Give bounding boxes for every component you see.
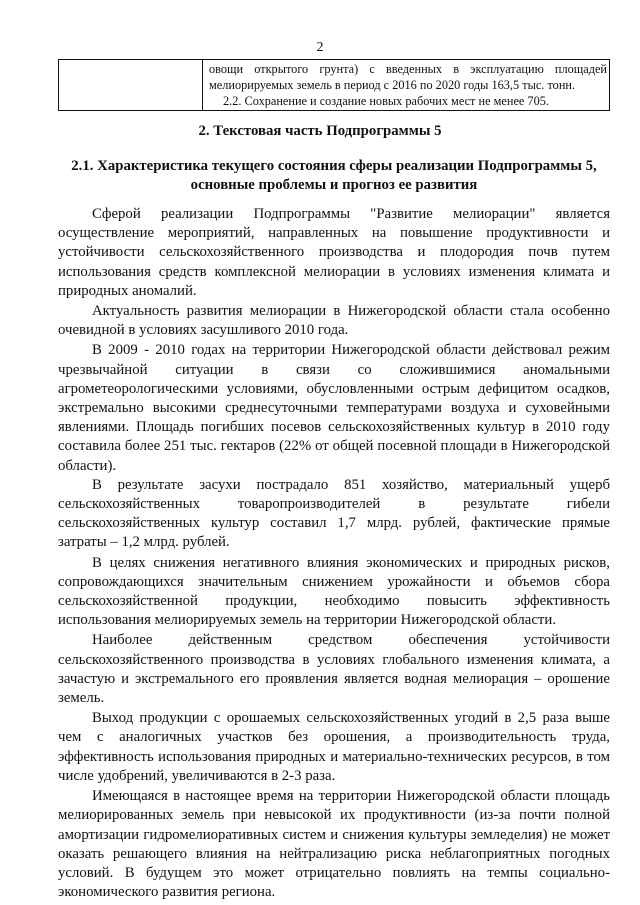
table-line: мелиорируемых земель в период с 2016 по 2020 годы 163,5 тыс. тонн. <box>209 78 576 92</box>
continuation-table <box>58 59 610 111</box>
body-text <box>58 205 610 903</box>
paragraph: Актуальность развития мелиорации в Нижегородской области стала особенно очевидной в условиях засушливого 2010 года. <box>58 303 610 339</box>
paragraph: Имеющаяся в настоящее время на территории Нижегородской области площадь мелиорированных земель при невысокой их продуктивности (из-за почти полной амортизации гидромелиоративных систем и снижения культуры земледелия) не может оказать решающего влияния на нейтрализацию риска неблагоприятных погодных условий. В будущем это может отрицательно повлиять на темпы социально-экономического развития региона. <box>58 788 610 901</box>
paragraph: В целях снижения негативного влияния экономических и природных рисков, сопровождающихся значительным снижением урожайности и объемов сбора сельскохозяйственной продукции, необходимо повысить эффективность использования мелиорируемых земель на территории Нижегородской области. <box>58 554 610 629</box>
paragraph: Наиболее действенным средством обеспечения устойчивости сельскохозяйственного производства в условиях глобального изменения климата, а зачастую и экстремального его проявления является водная мелиорация – орошение земель. <box>58 632 610 707</box>
section-heading: 2. Текстовая часть Подпрограммы 5 <box>198 123 442 139</box>
table-cell-empty <box>59 60 203 111</box>
table-row <box>59 60 610 111</box>
subsection-heading: 2.1. Характеристика текущего состояния сферы реализации Подпрограммы 5, основные проблемы и прогноз ее развития <box>71 158 597 193</box>
paragraph: В результате засухи пострадало 851 хозяйство, материальный ущерб сельскохозяйственных товаропроизводителей в результате гибели сельскохозяйственных культур составил 1,7 млрд. рублей, фактические прямые затраты – 1,2 млрд. рублей. <box>58 476 610 551</box>
table-line: 2.2. Сохранение и создание новых рабочих мест не менее 705. <box>223 94 549 108</box>
paragraph: Сферой реализации Подпрограммы "Развитие мелиорации" является осуществление мероприятий, направленных на повышение продуктивности и устойчивости сельскохозяйственного производства и плодородия почв путем использования средств комплексной мелиорации в условиях изменения климата и природных аномалий. <box>58 206 610 299</box>
paragraph: В 2009 - 2010 годах на территории Нижегородской области действовал режим чрезвычайной ситуации в связи со сложившимися аномальными агрометеорологическими условиями, обусловленными острым дефицитом осадков, экстремально высокими среднесуточными температурами воздуха и суховейными явлениями. Площадь погибших посевов сельскохозяйственных культур в 2010 году составила более 251 тыс. гектаров (22% от общей посевной площади в Нижегородской области). <box>58 342 610 474</box>
paragraph: Выход продукции с орошаемых сельскохозяйственных угодий в 2,5 раза выше чем с аналогичных участков без орошения, а производительность труда, эффективность использования природных и материально-технических ресурсов, в том числе удобрений, увеличиваются в 2-3 раза. <box>58 710 610 784</box>
page-number: 2 <box>316 40 324 55</box>
table-cell-text <box>203 60 610 111</box>
table-line: овощи открытого грунта) с введенных в эксплуатацию площадей <box>209 62 607 76</box>
